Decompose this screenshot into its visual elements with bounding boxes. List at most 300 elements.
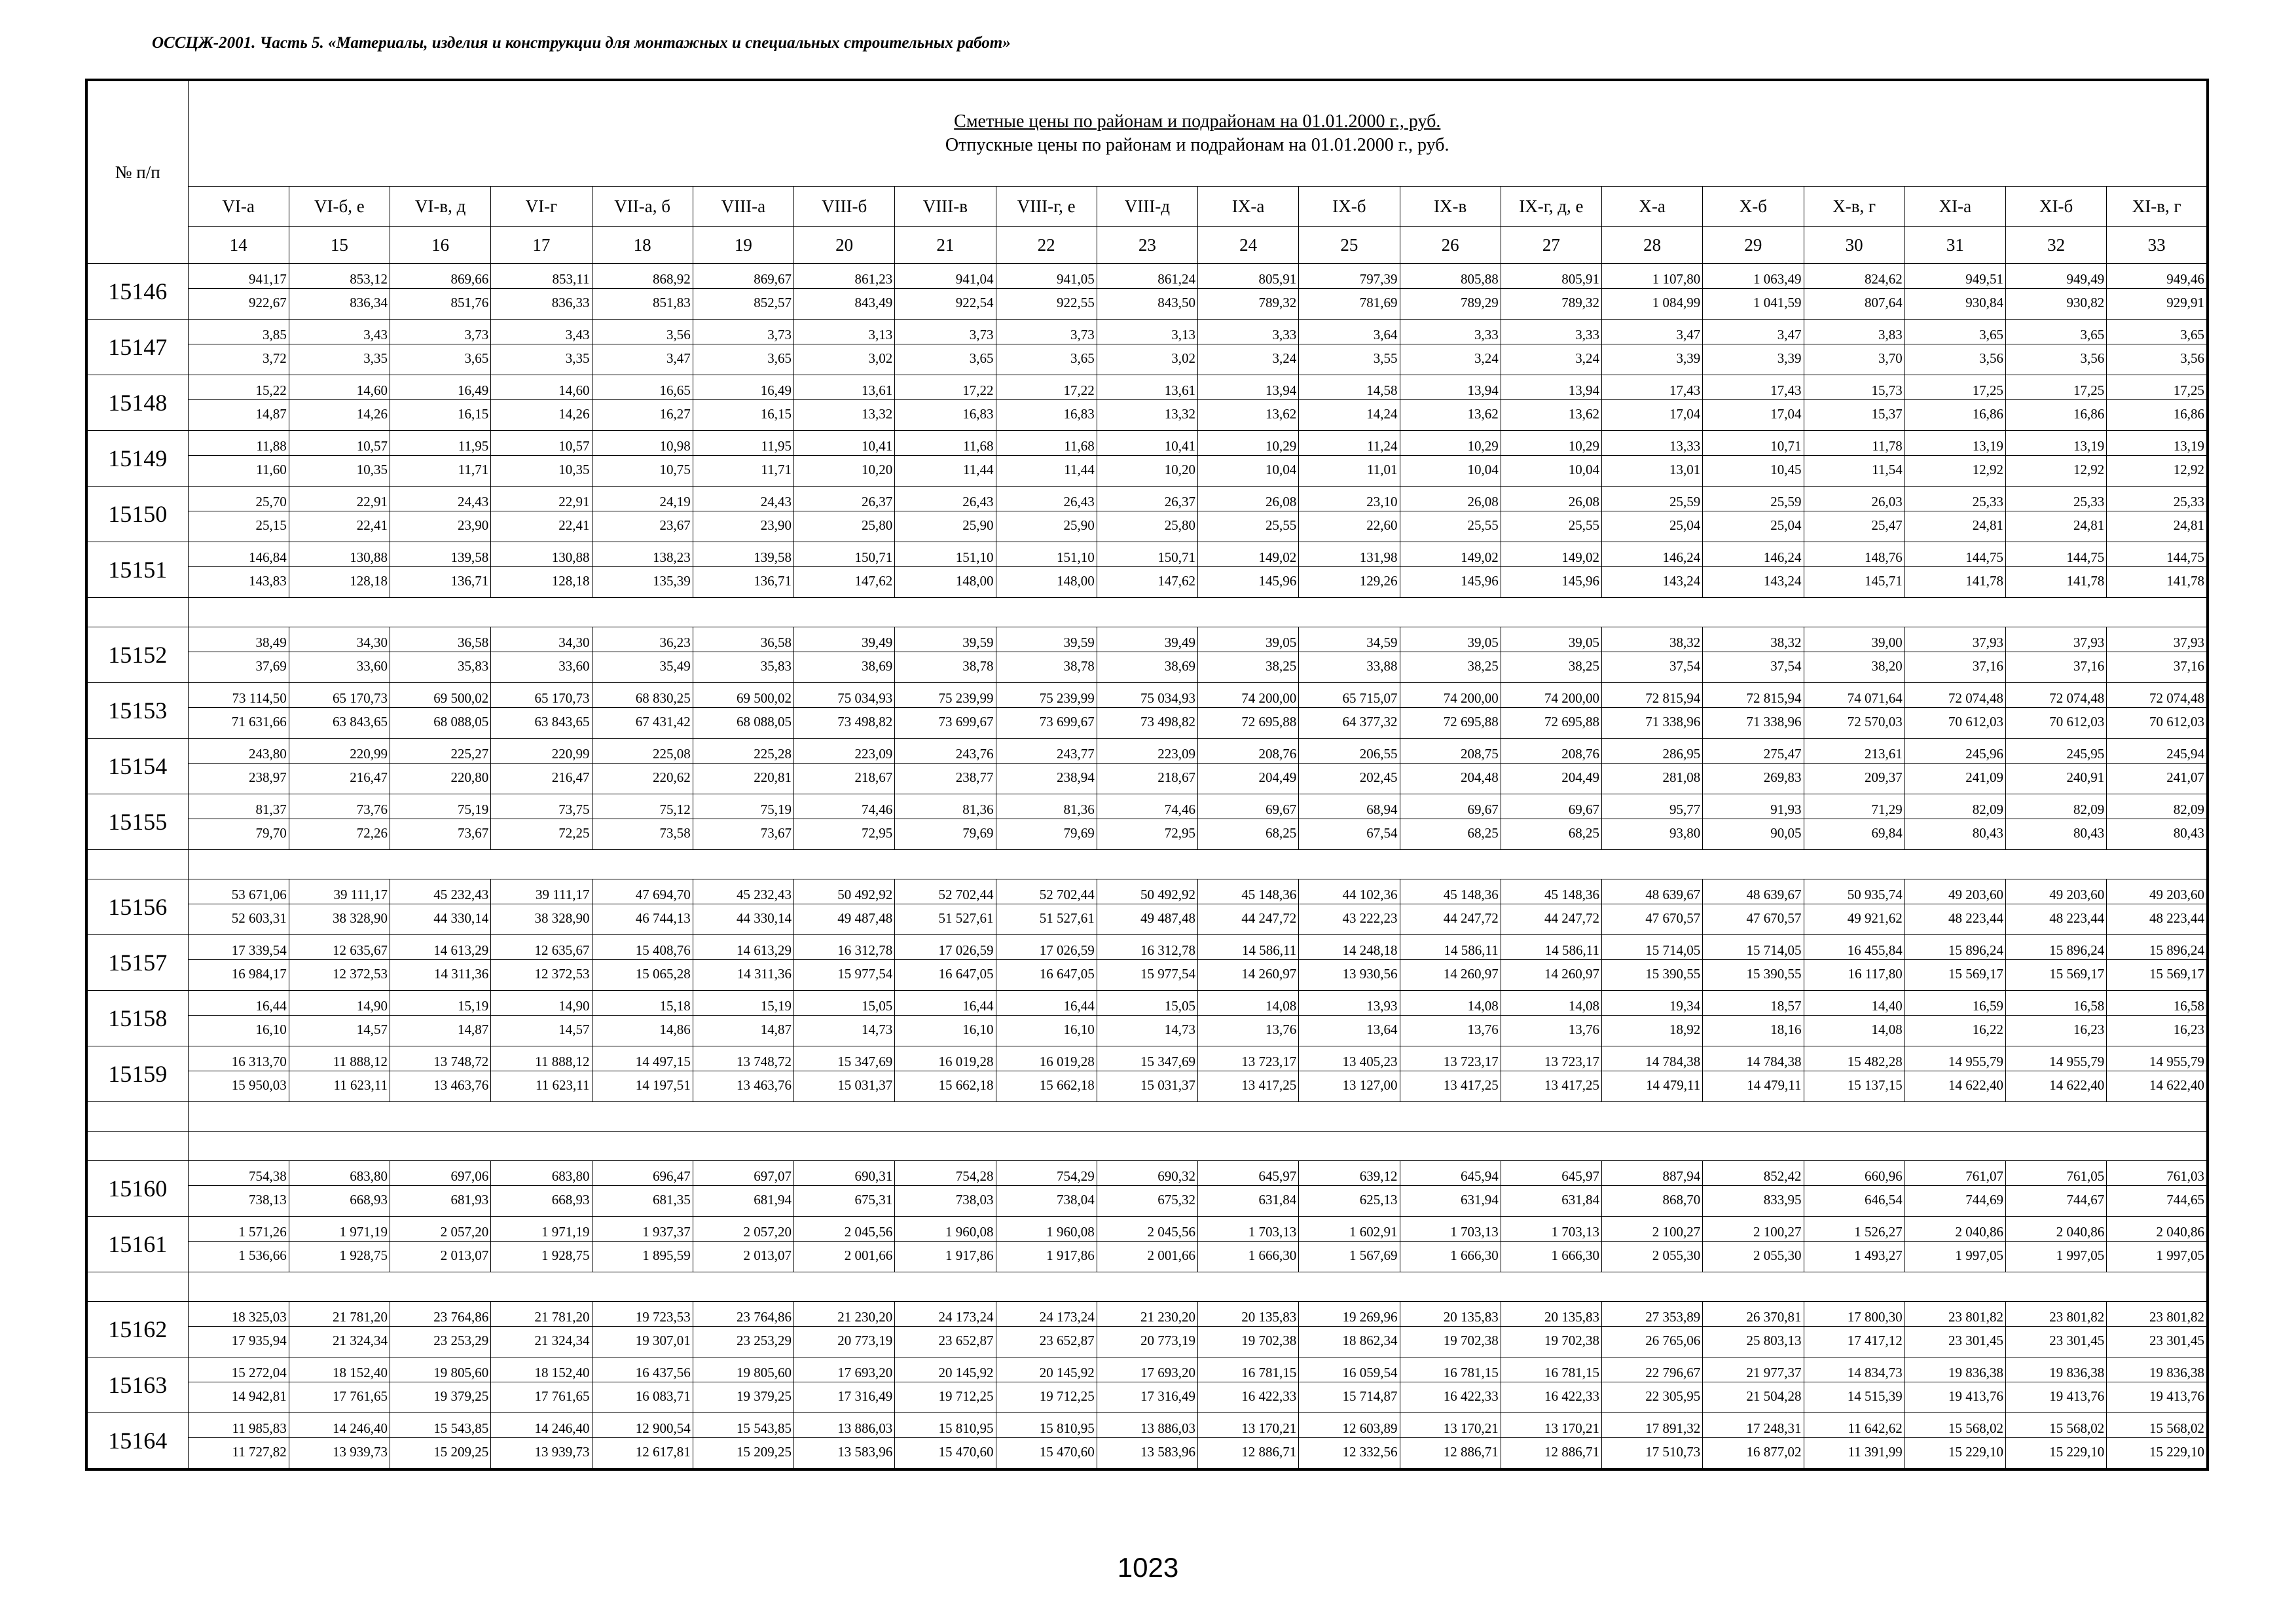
release-price: 3,35 xyxy=(363,350,388,366)
price-cell xyxy=(188,1413,289,1470)
estimate-price: 17,43 xyxy=(1703,375,1803,400)
price-cell xyxy=(188,264,289,320)
price-cell xyxy=(1097,375,1197,431)
column-number: 18 xyxy=(592,227,693,264)
release-price: 1 917,86 xyxy=(945,1247,994,1263)
release-price: 16 647,05 xyxy=(1039,966,1095,982)
price-cell xyxy=(491,794,592,850)
price-cell xyxy=(592,1161,693,1217)
estimate-price: 69,67 xyxy=(1400,794,1501,819)
release-price: 73 498,82 xyxy=(837,714,893,729)
estimate-price: 645,97 xyxy=(1198,1161,1298,1186)
release-price: 15 229,10 xyxy=(2149,1444,2204,1460)
release-price: 238,77 xyxy=(955,769,994,785)
release-price: 14,87 xyxy=(458,1022,489,1037)
estimate-price: 853,11 xyxy=(491,264,591,289)
release-price: 1 666,30 xyxy=(1248,1247,1297,1263)
price-cell xyxy=(1198,935,1299,991)
estimate-price: 15 347,69 xyxy=(794,1046,894,1071)
estimate-price: 53 671,06 xyxy=(189,879,289,904)
release-price: 204,49 xyxy=(1258,769,1297,785)
release-price: 14,86 xyxy=(659,1022,691,1037)
price-cell xyxy=(1097,1302,1197,1357)
release-price: 48 223,44 xyxy=(2049,910,2105,926)
price-cell xyxy=(592,627,693,683)
estimate-price: 3,85 xyxy=(189,320,289,344)
release-price: 73 699,67 xyxy=(938,714,994,729)
price-cell xyxy=(289,1046,390,1102)
price-cell xyxy=(491,991,592,1046)
estimate-price: 1 971,19 xyxy=(491,1217,591,1242)
table-row xyxy=(86,627,2208,683)
release-price: 19 712,25 xyxy=(1039,1388,1095,1404)
release-price: 73 699,67 xyxy=(1039,714,1095,729)
price-cell xyxy=(1097,1413,1197,1470)
district-header: X-а xyxy=(1602,187,1703,227)
price-cell xyxy=(491,431,592,487)
release-price: 35,49 xyxy=(659,658,691,674)
release-price: 851,83 xyxy=(653,295,691,310)
release-price: 44 330,14 xyxy=(433,910,489,926)
price-cell xyxy=(1602,1046,1703,1102)
release-price: 922,55 xyxy=(1057,295,1095,310)
estimate-price: 14 613,29 xyxy=(390,935,490,960)
estimate-price: 65 715,07 xyxy=(1299,683,1399,708)
estimate-price: 23 801,82 xyxy=(1905,1302,2005,1327)
release-price: 18,16 xyxy=(1770,1022,1802,1037)
price-cell xyxy=(390,375,491,431)
estimate-price: 14,90 xyxy=(289,991,390,1016)
price-cell xyxy=(2006,1161,2107,1217)
estimate-price: 17 693,20 xyxy=(1097,1357,1197,1382)
blank-row xyxy=(86,598,2208,627)
release-price: 37,16 xyxy=(1972,658,2003,674)
release-price: 1 536,66 xyxy=(238,1247,287,1263)
price-cell xyxy=(693,1046,793,1102)
price-cell xyxy=(1400,1161,1501,1217)
price-cell xyxy=(996,375,1097,431)
price-cell xyxy=(1400,431,1501,487)
price-cell xyxy=(794,1413,895,1470)
release-price: 3,70 xyxy=(1878,350,1903,366)
estimate-price: 65 170,73 xyxy=(289,683,390,708)
estimate-price: 24,43 xyxy=(693,487,793,511)
release-price: 12 332,56 xyxy=(1342,1444,1398,1460)
estimate-price: 11,68 xyxy=(996,431,1097,456)
release-price: 1 928,75 xyxy=(339,1247,388,1263)
price-cell xyxy=(390,542,491,598)
row-number: 15148 xyxy=(86,375,188,431)
estimate-price: 24 173,24 xyxy=(895,1302,995,1327)
estimate-price: 19 836,38 xyxy=(1905,1357,2005,1382)
release-price: 13 939,73 xyxy=(534,1444,590,1460)
release-price: 23,90 xyxy=(760,517,792,533)
price-cell xyxy=(1299,879,1400,935)
release-price: 13 417,25 xyxy=(1544,1077,1599,1093)
release-price: 19 712,25 xyxy=(938,1388,994,1404)
estimate-price: 72 074,48 xyxy=(2107,683,2206,708)
release-price: 16,23 xyxy=(2073,1022,2105,1037)
release-price: 1 084,99 xyxy=(1652,295,1701,310)
price-cell xyxy=(289,739,390,794)
release-price: 807,64 xyxy=(1865,295,1903,310)
release-price: 15 209,25 xyxy=(737,1444,792,1460)
price-cell xyxy=(1299,1302,1400,1357)
release-price: 204,49 xyxy=(1561,769,1599,785)
estimate-price: 225,27 xyxy=(390,739,490,764)
release-price: 3,02 xyxy=(1171,350,1195,366)
release-price: 12 372,53 xyxy=(333,966,388,982)
release-price: 51 527,61 xyxy=(938,910,994,926)
price-cell xyxy=(390,1413,491,1470)
estimate-price: 52 702,44 xyxy=(996,879,1097,904)
release-price: 73,67 xyxy=(458,825,489,841)
release-price: 19 379,25 xyxy=(433,1388,489,1404)
district-header: X-в, г xyxy=(1804,187,1904,227)
estimate-prices-title: Сметные цены по районам и подрайонам на 01.01.2000 г., руб. xyxy=(954,111,1441,132)
price-cell xyxy=(996,431,1097,487)
estimate-price: 15,05 xyxy=(1097,991,1197,1016)
estimate-price: 3,65 xyxy=(2107,320,2206,344)
release-price: 18,92 xyxy=(1669,1022,1701,1037)
estimate-price: 11,24 xyxy=(1299,431,1399,456)
price-cell xyxy=(2107,935,2208,991)
estimate-price: 21 781,20 xyxy=(289,1302,390,1327)
release-price: 11 727,82 xyxy=(232,1444,287,1460)
release-price: 16,86 xyxy=(1972,406,2003,422)
release-price: 145,96 xyxy=(1258,573,1297,589)
estimate-price: 683,80 xyxy=(289,1161,390,1186)
blank-cell xyxy=(188,850,2208,879)
release-price: 68,25 xyxy=(1266,825,1297,841)
estimate-price: 73,75 xyxy=(491,794,591,819)
price-cell xyxy=(289,627,390,683)
release-price: 15 390,55 xyxy=(1645,966,1701,982)
estimate-price: 25,33 xyxy=(1905,487,2005,511)
price-cell xyxy=(1804,431,1904,487)
price-cell xyxy=(390,627,491,683)
price-cell xyxy=(188,935,289,991)
release-price: 70 612,03 xyxy=(2049,714,2105,729)
release-price: 14 311,36 xyxy=(737,966,792,982)
estimate-price: 65 170,73 xyxy=(491,683,591,708)
release-price: 38,25 xyxy=(1467,658,1499,674)
district-header: IX-б xyxy=(1299,187,1400,227)
release-price: 16,22 xyxy=(1972,1022,2003,1037)
estimate-price: 19 723,53 xyxy=(592,1302,693,1327)
estimate-price: 3,47 xyxy=(1602,320,1702,344)
release-price: 25,55 xyxy=(1568,517,1599,533)
release-price: 72,25 xyxy=(558,825,590,841)
estimate-price: 91,93 xyxy=(1703,794,1803,819)
price-cell xyxy=(491,1413,592,1470)
price-cell xyxy=(1501,1413,1601,1470)
estimate-price: 45 232,43 xyxy=(693,879,793,904)
release-price: 44 247,72 xyxy=(1241,910,1297,926)
release-price: 141,78 xyxy=(2166,573,2204,589)
price-cell xyxy=(1097,1357,1197,1413)
price-cell xyxy=(491,739,592,794)
price-cell xyxy=(693,264,793,320)
release-price: 1 928,75 xyxy=(541,1247,590,1263)
estimate-price: 3,33 xyxy=(1400,320,1501,344)
release-price: 14 260,97 xyxy=(1544,966,1599,982)
release-price: 33,60 xyxy=(356,658,388,674)
release-price: 25,04 xyxy=(1669,517,1701,533)
price-cell xyxy=(1804,935,1904,991)
blank-cell xyxy=(86,1132,188,1161)
district-header: VI-а xyxy=(188,187,289,227)
blank-cell xyxy=(188,598,2208,627)
price-cell xyxy=(1400,627,1501,683)
estimate-price: 206,55 xyxy=(1299,739,1399,764)
price-cell xyxy=(1299,739,1400,794)
price-cell xyxy=(1299,542,1400,598)
release-price: 681,93 xyxy=(450,1192,489,1208)
release-price: 11,54 xyxy=(1872,462,1903,477)
estimate-price: 50 492,92 xyxy=(794,879,894,904)
estimate-price: 146,24 xyxy=(1703,542,1803,567)
price-cell xyxy=(2006,991,2107,1046)
price-cell xyxy=(1299,935,1400,991)
price-cell xyxy=(693,431,793,487)
estimate-price: 3,73 xyxy=(895,320,995,344)
estimate-price: 14 246,40 xyxy=(289,1413,390,1438)
release-price: 11,01 xyxy=(1367,462,1398,477)
estimate-price: 13 748,72 xyxy=(693,1046,793,1071)
release-price: 47 670,57 xyxy=(1645,910,1701,926)
release-price: 11,60 xyxy=(256,462,287,477)
estimate-price: 82,09 xyxy=(1905,794,2005,819)
release-price: 10,04 xyxy=(1467,462,1499,477)
price-cell xyxy=(2006,487,2107,542)
price-cell xyxy=(2006,627,2107,683)
release-price: 17 316,49 xyxy=(837,1388,893,1404)
release-price: 15 977,54 xyxy=(1140,966,1195,982)
price-cell xyxy=(289,1357,390,1413)
price-cell xyxy=(693,879,793,935)
release-price: 738,13 xyxy=(249,1192,287,1208)
estimate-price: 16,44 xyxy=(895,991,995,1016)
price-cell xyxy=(491,1217,592,1272)
estimate-price: 20 145,92 xyxy=(895,1357,995,1382)
estimate-price: 3,43 xyxy=(289,320,390,344)
row-number: 15162 xyxy=(86,1302,188,1357)
estimate-price: 17,22 xyxy=(996,375,1097,400)
release-price: 25,90 xyxy=(1063,517,1095,533)
release-price: 1 493,27 xyxy=(1854,1247,1903,1263)
estimate-price: 1 960,08 xyxy=(895,1217,995,1242)
price-cell xyxy=(996,879,1097,935)
release-price: 37,16 xyxy=(2073,658,2105,674)
estimate-price: 74 200,00 xyxy=(1198,683,1298,708)
release-price: 1 917,86 xyxy=(1046,1247,1095,1263)
estimate-price: 17,22 xyxy=(895,375,995,400)
price-cell xyxy=(794,1302,895,1357)
estimate-price: 139,58 xyxy=(390,542,490,567)
release-price: 16,83 xyxy=(1063,406,1095,422)
estimate-price: 15 568,02 xyxy=(1905,1413,2005,1438)
release-price: 15 209,25 xyxy=(433,1444,489,1460)
estimate-price: 16 312,78 xyxy=(794,935,894,960)
estimate-price: 150,71 xyxy=(1097,542,1197,567)
table-row xyxy=(86,487,2208,542)
estimate-price: 14 497,15 xyxy=(592,1046,693,1071)
price-cell xyxy=(1299,375,1400,431)
estimate-price: 2 100,27 xyxy=(1602,1217,1702,1242)
column-number: 26 xyxy=(1400,227,1501,264)
estimate-price: 2 045,56 xyxy=(794,1217,894,1242)
release-price: 14,26 xyxy=(356,406,388,422)
estimate-price: 1 960,08 xyxy=(996,1217,1097,1242)
estimate-price: 1 703,13 xyxy=(1400,1217,1501,1242)
price-cell xyxy=(895,683,996,739)
estimate-price: 149,02 xyxy=(1501,542,1601,567)
release-price: 21 324,34 xyxy=(534,1333,590,1348)
estimate-price: 16 781,15 xyxy=(1501,1357,1601,1382)
estimate-price: 148,76 xyxy=(1804,542,1904,567)
price-cell xyxy=(794,1161,895,1217)
release-price: 33,60 xyxy=(558,658,590,674)
price-cell xyxy=(1703,1357,1804,1413)
release-price: 14,08 xyxy=(1871,1022,1903,1037)
price-cell xyxy=(2006,431,2107,487)
price-cell xyxy=(794,375,895,431)
price-cell xyxy=(794,879,895,935)
price-cell xyxy=(1400,487,1501,542)
release-price: 145,96 xyxy=(1461,573,1499,589)
estimate-price: 225,28 xyxy=(693,739,793,764)
estimate-price: 868,92 xyxy=(592,264,693,289)
release-price: 15 569,17 xyxy=(2149,966,2204,982)
price-cell xyxy=(1097,739,1197,794)
price-cell xyxy=(188,375,289,431)
release-price: 14,87 xyxy=(760,1022,792,1037)
price-cell xyxy=(1097,683,1197,739)
estimate-price: 861,24 xyxy=(1097,264,1197,289)
price-cell xyxy=(1299,487,1400,542)
price-cell xyxy=(1703,375,1804,431)
price-cell xyxy=(1501,264,1601,320)
estimate-price: 10,41 xyxy=(1097,431,1197,456)
estimate-price: 13 886,03 xyxy=(794,1413,894,1438)
release-price: 1 997,05 xyxy=(2156,1247,2204,1263)
price-cell xyxy=(2107,264,2208,320)
row-number: 15153 xyxy=(86,683,188,739)
release-price: 1 895,59 xyxy=(642,1247,691,1263)
price-cell xyxy=(1602,1217,1703,1272)
release-price: 48 223,44 xyxy=(1948,910,2003,926)
price-cell xyxy=(1299,1161,1400,1217)
estimate-price: 949,46 xyxy=(2107,264,2206,289)
price-cell xyxy=(1198,431,1299,487)
release-price: 80,43 xyxy=(2173,825,2204,841)
page-header: ОССЦЖ-2001. Часть 5. «Материалы, изделия и конструкции для монтажных и специальных строительных работ» xyxy=(152,34,1011,52)
column-number: 20 xyxy=(794,227,895,264)
release-price: 3,56 xyxy=(2180,350,2204,366)
estimate-price: 15,05 xyxy=(794,991,894,1016)
price-cell xyxy=(1400,1357,1501,1413)
estimate-price: 11 888,12 xyxy=(289,1046,390,1071)
release-price: 220,62 xyxy=(653,769,691,785)
price-cell xyxy=(1501,1302,1601,1357)
row-number: 15151 xyxy=(86,542,188,598)
price-cell xyxy=(188,431,289,487)
column-number: 23 xyxy=(1097,227,1197,264)
release-price: 646,54 xyxy=(1865,1192,1903,1208)
release-price: 14,57 xyxy=(356,1022,388,1037)
estimate-price: 869,66 xyxy=(390,264,490,289)
release-price: 3,55 xyxy=(1373,350,1398,366)
estimate-price: 23 764,86 xyxy=(390,1302,490,1327)
release-price: 25,90 xyxy=(962,517,994,533)
price-cell xyxy=(1904,794,2005,850)
estimate-price: 2 040,86 xyxy=(2006,1217,2106,1242)
release-price: 2 013,07 xyxy=(743,1247,792,1263)
estimate-price: 27 353,89 xyxy=(1602,1302,1702,1327)
price-cell xyxy=(895,542,996,598)
price-cell xyxy=(2107,1357,2208,1413)
estimate-price: 15,19 xyxy=(390,991,490,1016)
estimate-price: 13,19 xyxy=(1905,431,2005,456)
release-price: 1 666,30 xyxy=(1551,1247,1599,1263)
price-cell xyxy=(1198,627,1299,683)
price-cell xyxy=(996,264,1097,320)
release-price: 17 935,94 xyxy=(231,1333,287,1348)
estimate-price: 21 977,37 xyxy=(1703,1357,1803,1382)
price-cell xyxy=(1804,1413,1904,1470)
release-price: 3,65 xyxy=(969,350,994,366)
estimate-price: 17 339,54 xyxy=(189,935,289,960)
estimate-price: 887,94 xyxy=(1602,1161,1702,1186)
district-header: X-б xyxy=(1703,187,1804,227)
release-price: 13,32 xyxy=(862,406,893,422)
estimate-price: 11,95 xyxy=(693,431,793,456)
row-number: 15158 xyxy=(86,991,188,1046)
price-cell xyxy=(289,991,390,1046)
column-number: 33 xyxy=(2107,227,2208,264)
release-price: 90,05 xyxy=(1770,825,1802,841)
price-cell xyxy=(289,1217,390,1272)
price-cell xyxy=(592,264,693,320)
release-price: 220,80 xyxy=(450,769,489,785)
estimate-price: 3,56 xyxy=(592,320,693,344)
price-cell xyxy=(2006,264,2107,320)
price-cell xyxy=(1602,264,1703,320)
price-cell xyxy=(794,935,895,991)
release-price: 16,10 xyxy=(255,1022,287,1037)
price-cell xyxy=(794,264,895,320)
release-price: 15 390,55 xyxy=(1746,966,1802,982)
release-price: 11 623,11 xyxy=(536,1077,590,1093)
price-table xyxy=(85,79,2209,1471)
estimate-price: 47 694,70 xyxy=(592,879,693,904)
estimate-price: 805,88 xyxy=(1400,264,1501,289)
estimate-price: 754,28 xyxy=(895,1161,995,1186)
release-price: 14 260,97 xyxy=(1443,966,1499,982)
release-price: 25,80 xyxy=(862,517,893,533)
estimate-price: 208,75 xyxy=(1400,739,1501,764)
price-cell xyxy=(1501,683,1601,739)
estimate-price: 69 500,02 xyxy=(693,683,793,708)
release-price: 68 088,05 xyxy=(737,714,792,729)
price-cell xyxy=(693,487,793,542)
price-cell xyxy=(2107,487,2208,542)
price-cell xyxy=(1400,1046,1501,1102)
estimate-price: 1 703,13 xyxy=(1501,1217,1601,1242)
estimate-price: 16 019,28 xyxy=(996,1046,1097,1071)
price-cell xyxy=(1198,542,1299,598)
